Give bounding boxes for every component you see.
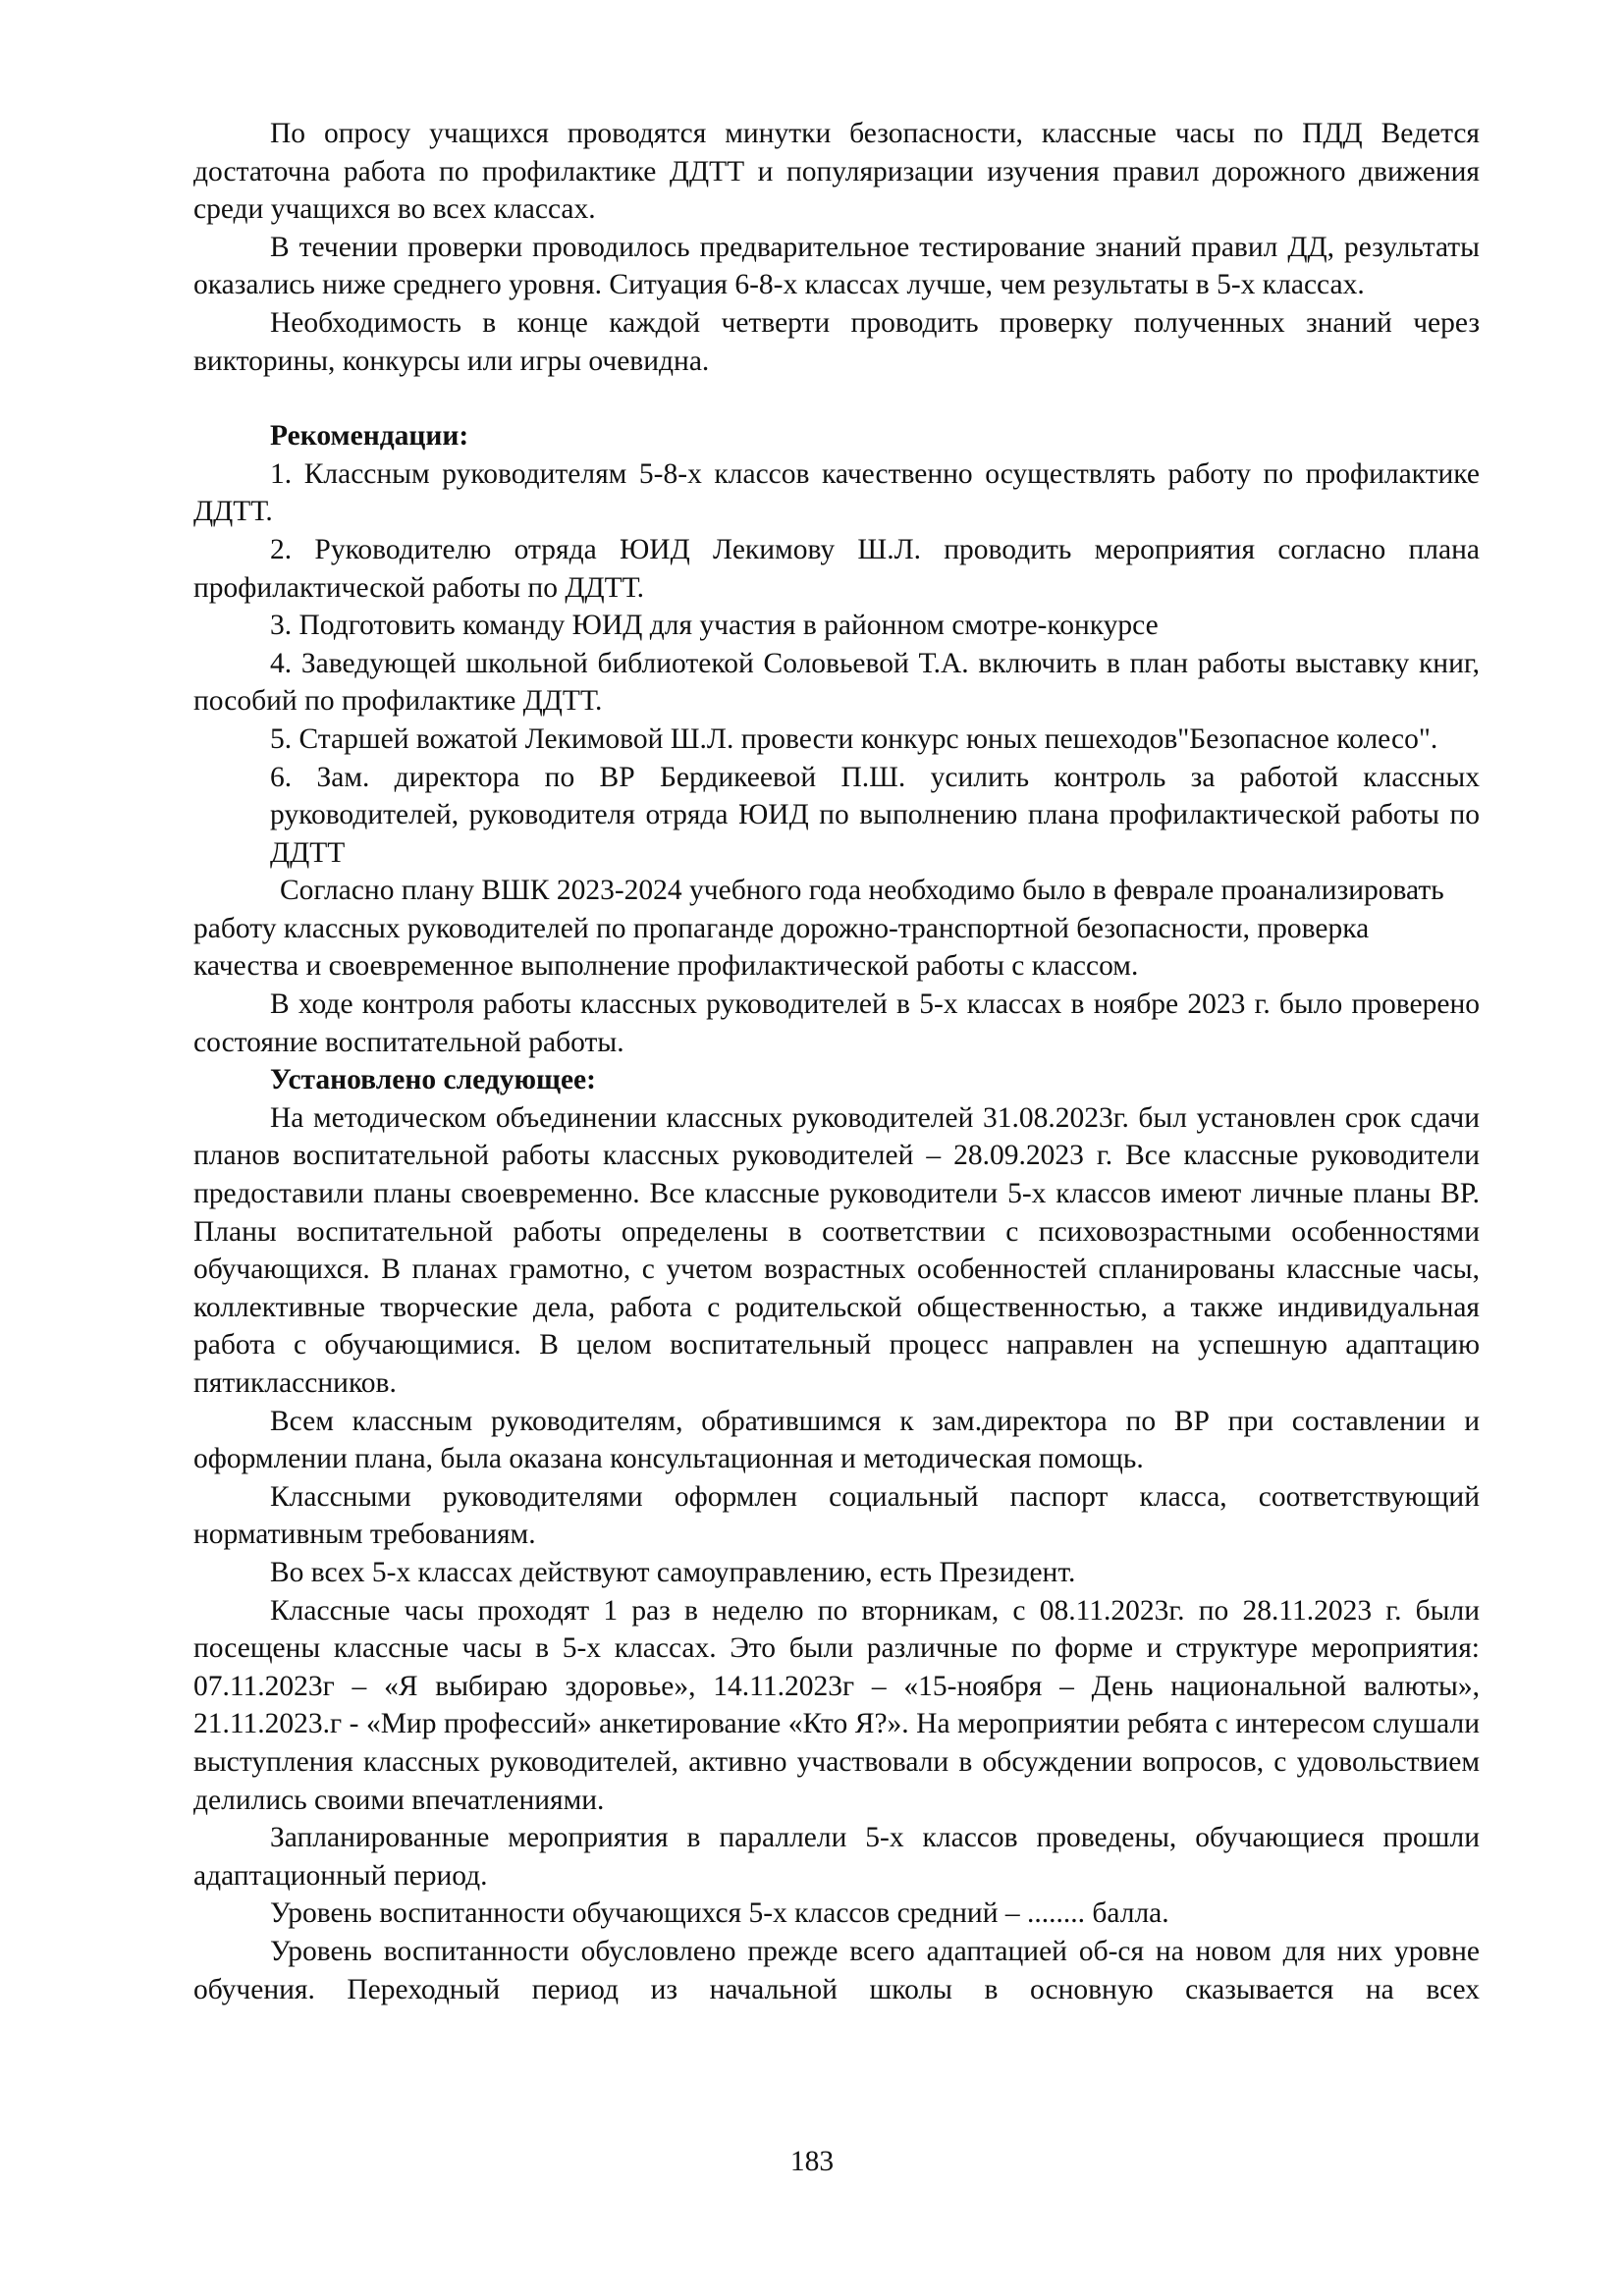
finding-paragraph: Классными руководителями оформлен социальный паспорт класса, соответствующий нормативным требованиям. bbox=[193, 1480, 1480, 1551]
spacer bbox=[193, 380, 1480, 417]
paragraph-safety-minutes: По опросу учащихся проводятся минутки безопасности, классные часы по ПДД Ведется достаточна работа по профилактике ДДТТ и популяризации изучения правил дорожного движения среди учащихся во всех классах. bbox=[193, 118, 1480, 226]
paragraph-control: В ходе контроля работы классных руководителей в 5-х классах в ноябре 2023 г. было проверено состояние воспитательной работы. bbox=[193, 988, 1480, 1058]
recommendation-item: 2. Руководителю отряда ЮИД Лекимову Ш.Л. проводить мероприятия согласно плана профилактической работы по ДДТТ. bbox=[193, 533, 1480, 604]
finding-paragraph: Классные часы проходят 1 раз в неделю по вторникам, с 08.11.2023г. по 28.11.2023 г. были посещены классные часы в 5-х классах. Это были различные по форме и структуре мероприятия: 07.11.2023г – «Я выбираю здоровье», 14.11.2023г – «15-ноября – День национальной валюты», 21.11.2023.г - «Мир профессий» анкетирование «Кто Я?». На мероприятии ребята с интересом слушали выступления классных руководителей, активно участвовали в обсуждении вопросов, с удовольствием делились своими впечатлениями. bbox=[193, 1594, 1480, 1816]
recommendation-item: 5. Старшей вожатой Лекимовой Ш.Л. провести конкурс юных пешеходов"Безопасное колесо". bbox=[270, 722, 1438, 755]
finding-paragraph: На методическом объединении классных руководителей 31.08.2023г. был установлен срок сдачи планов воспитательной работы классных руководителей – 28.09.2023 г. Все классные руководители предоставили планы своевременно. Все классные руководители 5-х классов имеют личные планы ВР. Планы воспитательной работы определены в соответствии с психовозрастными особенностями обучающихся. В планах грамотно, с учетом возрастных особенностей спланированы классные часы, коллективные творческие дела, работа с родительской общественностью, а также индивидуальная работа с обучающимися. В целом воспитательный процесс направлен на успешную адаптацию пятиклассников. bbox=[193, 1101, 1480, 1399]
recommendation-item: 4. Заведующей школьной библиотекой Соловьевой Т.А. включить в план работы выставку книг, пособий по профилактике ДДТТ. bbox=[193, 647, 1480, 718]
paragraph-necessity: Необходимость в конце каждой четверти проводить проверку полученных знаний через викторины, конкурсы или игры очевидна. bbox=[193, 306, 1480, 377]
finding-paragraph: Во всех 5-х классах действуют самоуправлению, есть Президент. bbox=[270, 1556, 1076, 1588]
finding-paragraph: Уровень воспитанности обусловлено прежде всего адаптацией об-ся на новом для них уровне обучения. Переходный период из начальной школы в основную сказывается на всех bbox=[193, 1935, 1480, 2005]
recommendations-heading: Рекомендации: bbox=[270, 420, 469, 453]
recommendation-item: 1. Классным руководителям 5-8-х классов качественно осуществлять работу по профилактике ДДТТ. bbox=[193, 457, 1480, 528]
finding-paragraph: Всем классным руководителям, обратившимся к зам.директора по ВР при составлении и оформлении плана, была оказана консультационная и методическая помощь. bbox=[193, 1405, 1480, 1475]
findings-heading: Установлено следующее: bbox=[270, 1064, 596, 1096]
paragraph-plan: Согласно плану ВШК 2023-2024 учебного года необходимо было в феврале проанализировать работу классных руководителей по пропаганде дорожно-транспортной безопасности, проверка качества и своевременное выполнение профилактической работы с классом. bbox=[193, 875, 1444, 983]
paragraph-testing: В течении проверки проводилось предварительное тестирование знаний правил ДД, результаты оказались ниже среднего уровня. Ситуация 6-8-х классах лучше, чем результаты в 5-х классах. bbox=[193, 231, 1480, 301]
recommendation-item: 6. Зам. директора по ВР Бердикеевой П.Ш. усилить контроль за работой классных руководителей, руководителя отряда ЮИД по выполнению плана профилактической работы по ДДТТ bbox=[270, 761, 1480, 869]
document-page bbox=[193, 115, 1480, 2008]
recommendation-item: 3. Подготовить команду ЮИД для участия в районном смотре-конкурсе bbox=[270, 610, 1159, 642]
finding-paragraph: Уровень воспитанности обучающихся 5-х классов средний – ........ балла. bbox=[270, 1897, 1169, 1930]
finding-paragraph: Запланированные мероприятия в параллели 5-х классов проведены, обучающиеся прошли адаптационный период. bbox=[193, 1822, 1480, 1892]
page-number: 183 bbox=[789, 2146, 835, 2177]
